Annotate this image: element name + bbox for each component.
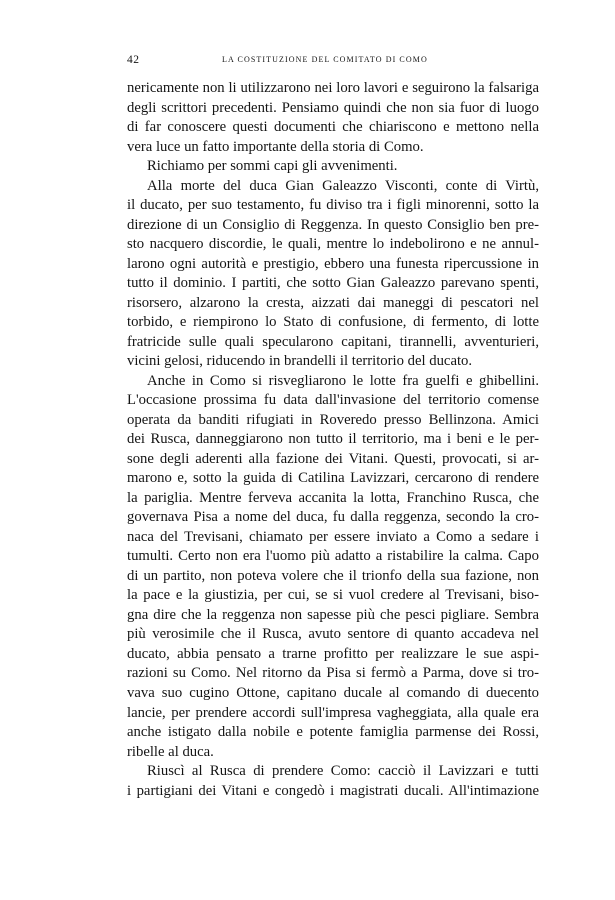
text-line: torbido, e riempirono lo Stato di confusione, di fermento, di lotte (127, 314, 539, 331)
text-line: operata da banditi rifugiati in Roveredo presso Bellinzona. Amici (127, 411, 539, 428)
text-line: dei Rusca, danneggiarono non tutto il territorio, ma i beni e le per- (127, 431, 539, 448)
text-line: tutto il dominio. I partiti, che sotto Gian Galeazzo parevano spenti, (127, 275, 539, 292)
text-line: di far conoscere questi documenti che chiariscono e mettono nella (127, 119, 539, 136)
text-line: tumulti. Certo non era l'uomo più adatto a ristabilire la calma. Capo (127, 548, 539, 565)
body-text (127, 79, 539, 801)
text-line: fratricide sulle quali specularono capitani, tirannelli, avventurieri, (127, 333, 539, 350)
text-line: Riuscì al Rusca di prendere Como: cacciò il Lavizzari e tutti (147, 763, 539, 780)
text-line: ribelle al duca. (127, 743, 214, 760)
text-line: gna dire che la reggenza non sapesse più che pesci pigliare. Sembra (127, 606, 539, 623)
text-line: Anche in Como si risvegliarono le lotte fra guelfi e ghibellini. (147, 372, 539, 389)
text-line: più verosimile che il Rusca, avuto sentore di quanto accadeva nel (127, 626, 539, 643)
text-line: ducato, abbia pensato a trarne profitto per realizzare le sue aspi- (127, 645, 539, 662)
text-line: i partigiani dei Vitani e congedò i magistrati ducali. All'intimazione (127, 782, 539, 799)
text-line: razioni su Como. Nel ritorno da Pisa si fermò a Parma, dove si tro- (127, 665, 539, 682)
text-line: sone degli aderenti alla fazione dei Vitani. Questi, provocati, si ar- (127, 450, 539, 467)
text-line: vava suo cugino Ottone, capitano ducale al comando di duecento (127, 684, 539, 701)
text-line: degli scrittori precedenti. Pensiamo quindi che non sia fuor di luogo (127, 99, 539, 116)
text-line: Alla morte del duca Gian Galeazzo Visconti, conte di Virtù, (147, 177, 539, 194)
text-line: il ducato, per suo testamento, fu diviso tra i figli minorenni, sotto la (127, 197, 539, 214)
text-line: L'occasione prossima fu data dall'invasione del territorio comense (127, 392, 539, 409)
text-line: marono e, sotto la guida di Catilina Lavizzari, cercarono di rendere (127, 470, 539, 487)
text-line: governava Pisa a nome del duca, fu dalla reggenza, secondo la cro- (127, 509, 539, 526)
text-line: Richiamo per sommi capi gli avvenimenti. (147, 158, 398, 175)
text-line: nericamente non li utilizzarono nei loro lavori e seguirono la falsariga (127, 80, 539, 96)
text-line: vicini gelosi, riducendo in brandelli il territorio del ducato. (127, 353, 473, 370)
text-line: naca del Trevisani, chiamato per essere inviato a Como a sedare i (127, 528, 539, 545)
text-line: sto nacquero discordie, le quali, mentre lo indebolirono e ne annul- (127, 236, 539, 253)
text-line: di un partito, non poteva volere che il trionfo della sua fazione, non (127, 567, 539, 584)
text-line: risorsero, alzarono la cresta, aizzati dai maneggi di pescatori nel (127, 294, 539, 311)
page-number: 42 (127, 54, 140, 66)
text-line: la pace e la giustizia, per cui, se si vuol credere al Trevisani, biso- (127, 587, 539, 604)
text-line: la pariglia. Mentre ferveva accanita la lotta, Franchino Rusca, che (127, 489, 539, 506)
text-line: larono ogni autorità e prestigio, ebbero una funesta ripercussione in (127, 255, 539, 272)
text-line: direzione di un Consiglio di Reggenza. In questo Consiglio ben pre- (127, 216, 539, 233)
text-line: lancie, per prendere accordi sull'impresa vagheggiata, alla quale era (127, 704, 539, 721)
page-header (127, 54, 457, 70)
text-line: anche istigato dalla nobile e potente famiglia parmense dei Rossi, (127, 724, 539, 741)
running-head: LA COSTITUZIONE DEL COMITATO DI COMO (222, 55, 428, 64)
text-line: vera luce un fatto importante della storia di Como. (127, 138, 424, 155)
